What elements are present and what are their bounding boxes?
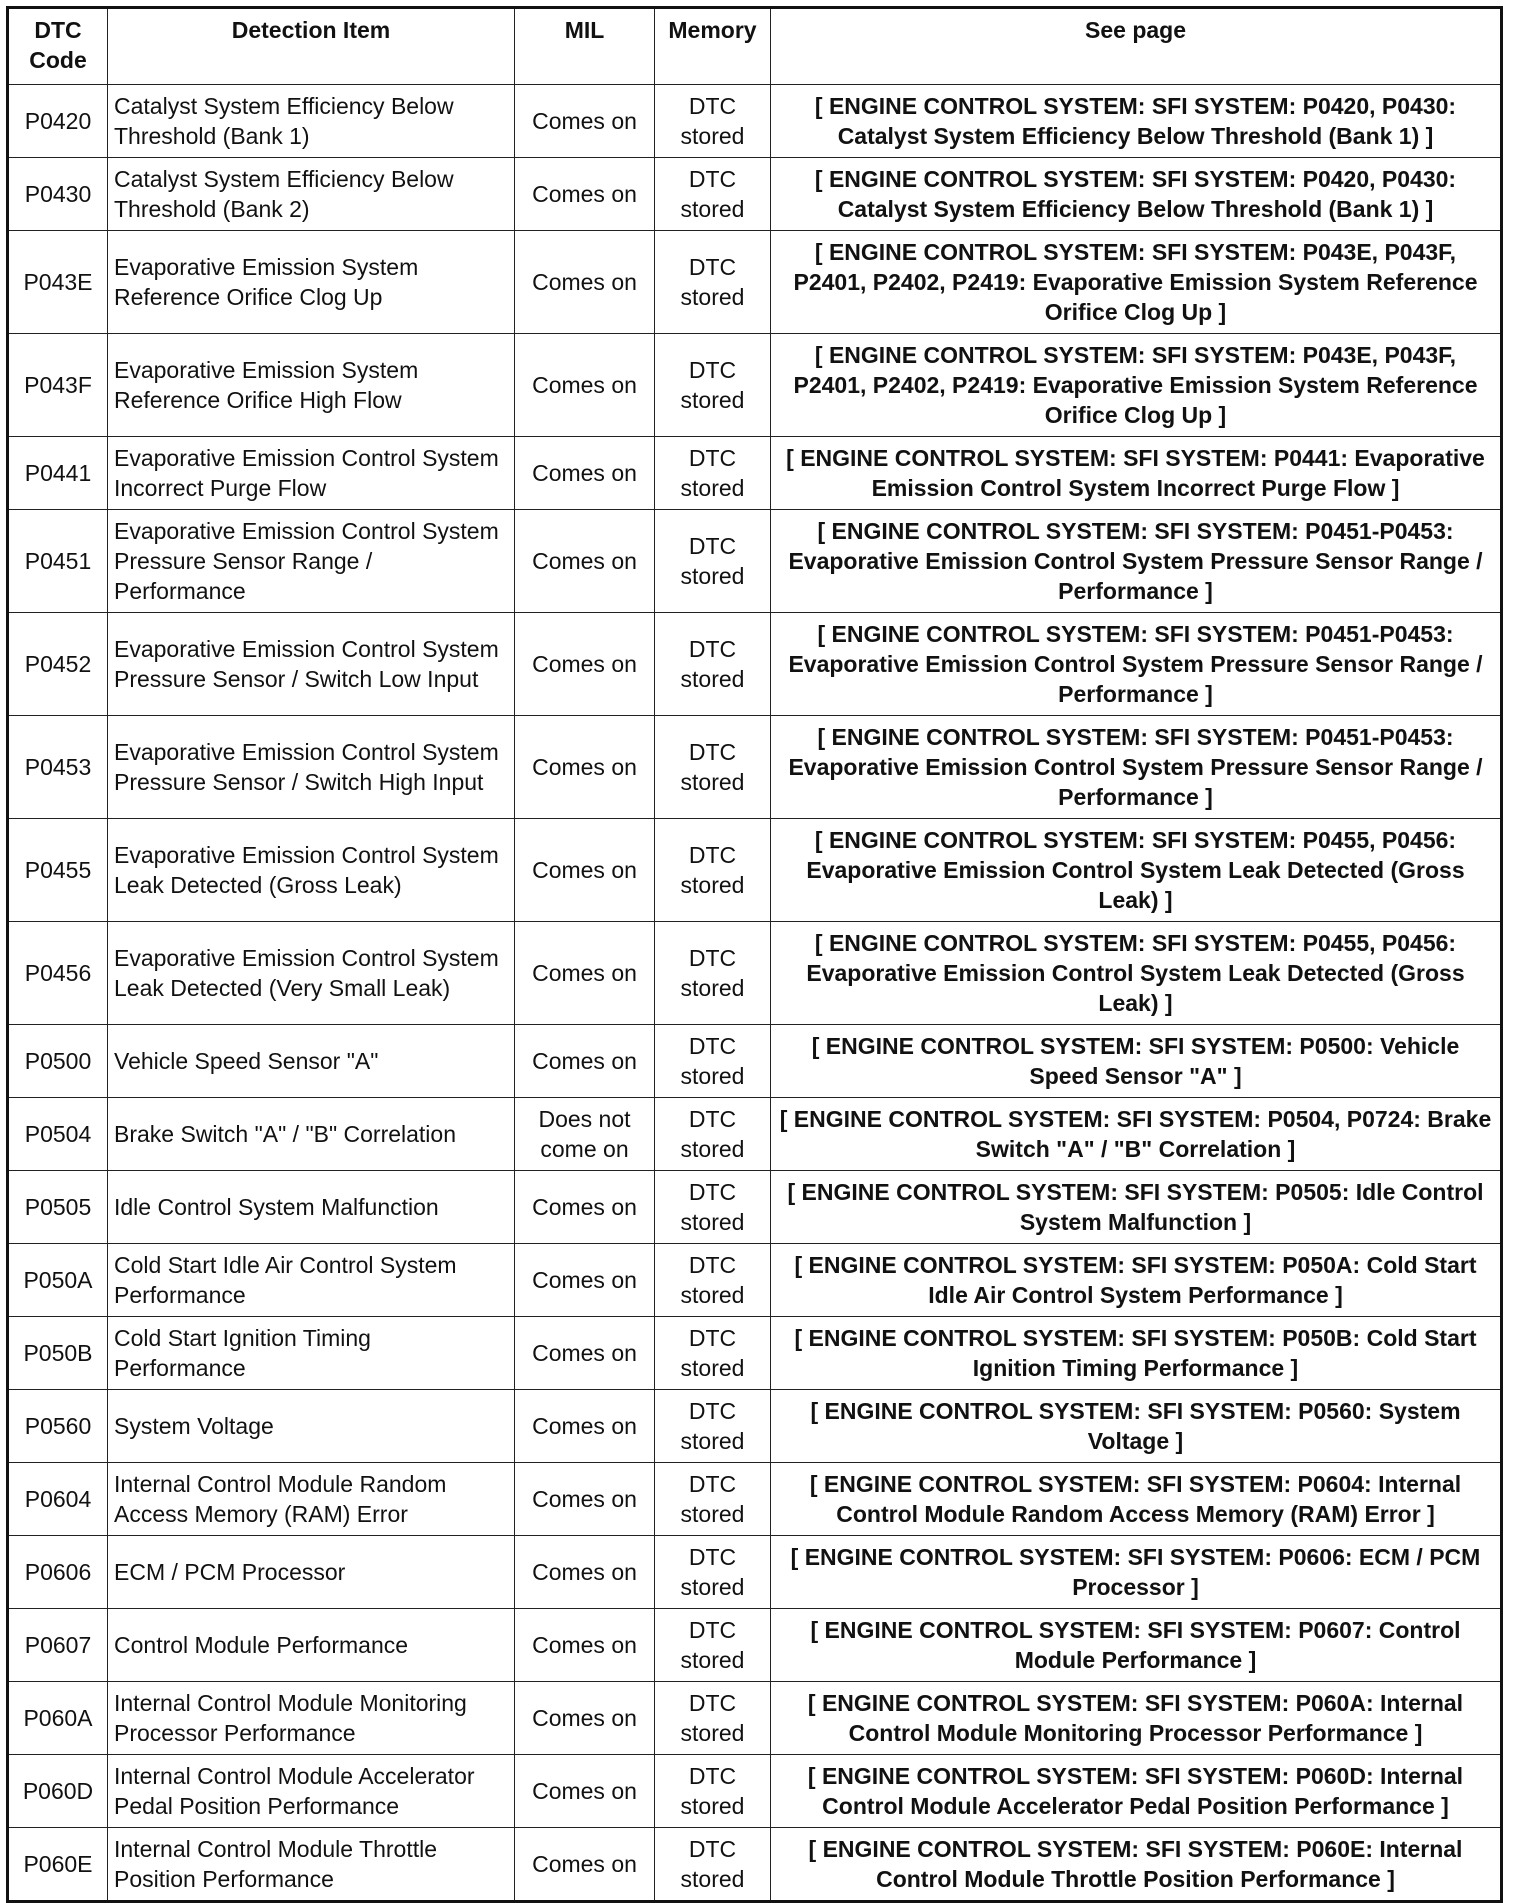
memory-cell: DTC stored — [655, 1463, 771, 1536]
detection-item-cell: Evaporative Emission Control System Leak Detected (Gross Leak) — [108, 819, 515, 922]
detection-item-cell: Evaporative Emission Control System Pressure Sensor / Switch High Input — [108, 716, 515, 819]
dtc-code-cell: P0451 — [8, 510, 108, 613]
memory-cell: DTC stored — [655, 1390, 771, 1463]
detection-item-cell: Idle Control System Malfunction — [108, 1171, 515, 1244]
see-page-cell: [ ENGINE CONTROL SYSTEM: SFI SYSTEM: P0451-P0453: Evaporative Emission Control System Pressure Sensor Range / Performance ] — [771, 510, 1502, 613]
dtc-code-cell: P060A — [8, 1682, 108, 1755]
table-row — [8, 819, 1502, 922]
table-row — [8, 1682, 1502, 1755]
table-row — [8, 158, 1502, 231]
header-dtc-code: DTC Code — [8, 8, 108, 85]
see-page-cell: [ ENGINE CONTROL SYSTEM: SFI SYSTEM: P0500: Vehicle Speed Sensor "A" ] — [771, 1025, 1502, 1098]
mil-cell: Comes on — [515, 1536, 655, 1609]
memory-cell: DTC stored — [655, 1755, 771, 1828]
memory-cell: DTC stored — [655, 158, 771, 231]
mil-cell: Comes on — [515, 1828, 655, 1902]
dtc-code-cell: P0504 — [8, 1098, 108, 1171]
see-page-cell: [ ENGINE CONTROL SYSTEM: SFI SYSTEM: P0441: Evaporative Emission Control System Incorrect Purge Flow ] — [771, 437, 1502, 510]
dtc-code-cell: P0560 — [8, 1390, 108, 1463]
detection-item-cell: Evaporative Emission Control System Pressure Sensor / Switch Low Input — [108, 613, 515, 716]
detection-item-cell: Brake Switch "A" / "B" Correlation — [108, 1098, 515, 1171]
see-page-cell: [ ENGINE CONTROL SYSTEM: SFI SYSTEM: P043E, P043F, P2401, P2402, P2419: Evaporative Emission System Reference Orifice Clog Up ] — [771, 334, 1502, 437]
see-page-cell: [ ENGINE CONTROL SYSTEM: SFI SYSTEM: P0455, P0456: Evaporative Emission Control System Leak Detected (Gross Leak) ] — [771, 922, 1502, 1025]
table-row — [8, 1317, 1502, 1390]
memory-cell: DTC stored — [655, 231, 771, 334]
table-body — [8, 85, 1502, 1902]
dtc-table — [6, 6, 1503, 1903]
memory-cell: DTC stored — [655, 437, 771, 510]
mil-cell: Comes on — [515, 819, 655, 922]
mil-cell: Comes on — [515, 510, 655, 613]
table-row — [8, 1463, 1502, 1536]
see-page-cell: [ ENGINE CONTROL SYSTEM: SFI SYSTEM: P043E, P043F, P2401, P2402, P2419: Evaporative Emission System Reference Orifice Clog Up ] — [771, 231, 1502, 334]
table-row — [8, 716, 1502, 819]
memory-cell: DTC stored — [655, 510, 771, 613]
memory-cell: DTC stored — [655, 1098, 771, 1171]
detection-item-cell: Evaporative Emission System Reference Orifice High Flow — [108, 334, 515, 437]
see-page-cell: [ ENGINE CONTROL SYSTEM: SFI SYSTEM: P0607: Control Module Performance ] — [771, 1609, 1502, 1682]
memory-cell: DTC stored — [655, 819, 771, 922]
memory-cell: DTC stored — [655, 716, 771, 819]
mil-cell: Comes on — [515, 1682, 655, 1755]
memory-cell: DTC stored — [655, 1609, 771, 1682]
memory-cell: DTC stored — [655, 1171, 771, 1244]
dtc-code-cell: P043F — [8, 334, 108, 437]
mil-cell: Comes on — [515, 1244, 655, 1317]
dtc-code-cell: P060D — [8, 1755, 108, 1828]
memory-cell: DTC stored — [655, 922, 771, 1025]
detection-item-cell: Evaporative Emission Control System Leak Detected (Very Small Leak) — [108, 922, 515, 1025]
table-header — [8, 8, 1502, 85]
see-page-cell: [ ENGINE CONTROL SYSTEM: SFI SYSTEM: P060D: Internal Control Module Accelerator Pedal Position Performance ] — [771, 1755, 1502, 1828]
mil-cell: Comes on — [515, 613, 655, 716]
dtc-code-cell: P0604 — [8, 1463, 108, 1536]
detection-item-cell: Cold Start Idle Air Control System Performance — [108, 1244, 515, 1317]
see-page-cell: [ ENGINE CONTROL SYSTEM: SFI SYSTEM: P0451-P0453: Evaporative Emission Control System Pressure Sensor Range / Performance ] — [771, 716, 1502, 819]
dtc-code-cell: P0500 — [8, 1025, 108, 1098]
detection-item-cell: Internal Control Module Accelerator Pedal Position Performance — [108, 1755, 515, 1828]
memory-cell: DTC stored — [655, 334, 771, 437]
mil-cell: Comes on — [515, 922, 655, 1025]
detection-item-cell: Internal Control Module Throttle Position Performance — [108, 1828, 515, 1902]
memory-cell: DTC stored — [655, 613, 771, 716]
mil-cell: Comes on — [515, 1317, 655, 1390]
mil-cell: Comes on — [515, 1755, 655, 1828]
memory-cell: DTC stored — [655, 1536, 771, 1609]
see-page-cell: [ ENGINE CONTROL SYSTEM: SFI SYSTEM: P050B: Cold Start Ignition Timing Performance ] — [771, 1317, 1502, 1390]
detection-item-cell: Evaporative Emission System Reference Orifice Clog Up — [108, 231, 515, 334]
detection-item-cell: Control Module Performance — [108, 1609, 515, 1682]
dtc-code-cell: P0505 — [8, 1171, 108, 1244]
detection-item-cell: Catalyst System Efficiency Below Threshold (Bank 2) — [108, 158, 515, 231]
table-row — [8, 1171, 1502, 1244]
table-row — [8, 1755, 1502, 1828]
table-row — [8, 922, 1502, 1025]
see-page-cell: [ ENGINE CONTROL SYSTEM: SFI SYSTEM: P060A: Internal Control Module Monitoring Processor Performance ] — [771, 1682, 1502, 1755]
dtc-code-cell: P0452 — [8, 613, 108, 716]
mil-cell: Comes on — [515, 716, 655, 819]
dtc-code-cell: P0455 — [8, 819, 108, 922]
dtc-code-cell: P0420 — [8, 85, 108, 158]
header-detection-item: Detection Item — [108, 8, 515, 85]
see-page-cell: [ ENGINE CONTROL SYSTEM: SFI SYSTEM: P060E: Internal Control Module Throttle Position Performance ] — [771, 1828, 1502, 1902]
see-page-cell: [ ENGINE CONTROL SYSTEM: SFI SYSTEM: P0604: Internal Control Module Random Access Memory (RAM) Error ] — [771, 1463, 1502, 1536]
mil-cell: Comes on — [515, 158, 655, 231]
dtc-code-cell: P050B — [8, 1317, 108, 1390]
header-row — [8, 8, 1502, 85]
dtc-code-cell: P0606 — [8, 1536, 108, 1609]
mil-cell: Comes on — [515, 1463, 655, 1536]
memory-cell: DTC stored — [655, 1828, 771, 1902]
memory-cell: DTC stored — [655, 1682, 771, 1755]
dtc-code-cell: P0607 — [8, 1609, 108, 1682]
see-page-cell: [ ENGINE CONTROL SYSTEM: SFI SYSTEM: P0420, P0430: Catalyst System Efficiency Below Threshold (Bank 1) ] — [771, 85, 1502, 158]
mil-cell: Comes on — [515, 1171, 655, 1244]
dtc-code-cell: P060E — [8, 1828, 108, 1902]
detection-item-cell: ECM / PCM Processor — [108, 1536, 515, 1609]
see-page-cell: [ ENGINE CONTROL SYSTEM: SFI SYSTEM: P0504, P0724: Brake Switch "A" / "B" Correlation ] — [771, 1098, 1502, 1171]
dtc-code-cell: P050A — [8, 1244, 108, 1317]
header-mil: MIL — [515, 8, 655, 85]
dtc-code-cell: P0456 — [8, 922, 108, 1025]
see-page-cell: [ ENGINE CONTROL SYSTEM: SFI SYSTEM: P0505: Idle Control System Malfunction ] — [771, 1171, 1502, 1244]
table-row — [8, 1390, 1502, 1463]
mil-cell: Comes on — [515, 231, 655, 334]
mil-cell: Does not come on — [515, 1098, 655, 1171]
table-row — [8, 437, 1502, 510]
table-row — [8, 334, 1502, 437]
mil-cell: Comes on — [515, 334, 655, 437]
mil-cell: Comes on — [515, 437, 655, 510]
detection-item-cell: System Voltage — [108, 1390, 515, 1463]
see-page-cell: [ ENGINE CONTROL SYSTEM: SFI SYSTEM: P0455, P0456: Evaporative Emission Control System Leak Detected (Gross Leak) ] — [771, 819, 1502, 922]
dtc-code-cell: P0441 — [8, 437, 108, 510]
detection-item-cell: Internal Control Module Monitoring Processor Performance — [108, 1682, 515, 1755]
see-page-cell: [ ENGINE CONTROL SYSTEM: SFI SYSTEM: P0451-P0453: Evaporative Emission Control System Pressure Sensor Range / Performance ] — [771, 613, 1502, 716]
table-row — [8, 510, 1502, 613]
detection-item-cell: Cold Start Ignition Timing Performance — [108, 1317, 515, 1390]
header-see-page: See page — [771, 8, 1502, 85]
header-memory: Memory — [655, 8, 771, 85]
dtc-code-cell: P043E — [8, 231, 108, 334]
memory-cell: DTC stored — [655, 1244, 771, 1317]
see-page-cell: [ ENGINE CONTROL SYSTEM: SFI SYSTEM: P050A: Cold Start Idle Air Control System Performance ] — [771, 1244, 1502, 1317]
detection-item-cell: Evaporative Emission Control System Pressure Sensor Range / Performance — [108, 510, 515, 613]
memory-cell: DTC stored — [655, 85, 771, 158]
table-row — [8, 1244, 1502, 1317]
table-row — [8, 1609, 1502, 1682]
dtc-code-cell: P0453 — [8, 716, 108, 819]
table-row — [8, 1828, 1502, 1902]
table-row — [8, 1536, 1502, 1609]
table-row — [8, 85, 1502, 158]
detection-item-cell: Internal Control Module Random Access Memory (RAM) Error — [108, 1463, 515, 1536]
mil-cell: Comes on — [515, 1025, 655, 1098]
memory-cell: DTC stored — [655, 1317, 771, 1390]
detection-item-cell: Evaporative Emission Control System Incorrect Purge Flow — [108, 437, 515, 510]
memory-cell: DTC stored — [655, 1025, 771, 1098]
detection-item-cell: Catalyst System Efficiency Below Threshold (Bank 1) — [108, 85, 515, 158]
table-row — [8, 613, 1502, 716]
see-page-cell: [ ENGINE CONTROL SYSTEM: SFI SYSTEM: P0420, P0430: Catalyst System Efficiency Below Threshold (Bank 1) ] — [771, 158, 1502, 231]
table-row — [8, 1098, 1502, 1171]
mil-cell: Comes on — [515, 85, 655, 158]
mil-cell: Comes on — [515, 1609, 655, 1682]
see-page-cell: [ ENGINE CONTROL SYSTEM: SFI SYSTEM: P0560: System Voltage ] — [771, 1390, 1502, 1463]
mil-cell: Comes on — [515, 1390, 655, 1463]
detection-item-cell: Vehicle Speed Sensor "A" — [108, 1025, 515, 1098]
table-row — [8, 1025, 1502, 1098]
table-row — [8, 231, 1502, 334]
see-page-cell: [ ENGINE CONTROL SYSTEM: SFI SYSTEM: P0606: ECM / PCM Processor ] — [771, 1536, 1502, 1609]
dtc-code-cell: P0430 — [8, 158, 108, 231]
